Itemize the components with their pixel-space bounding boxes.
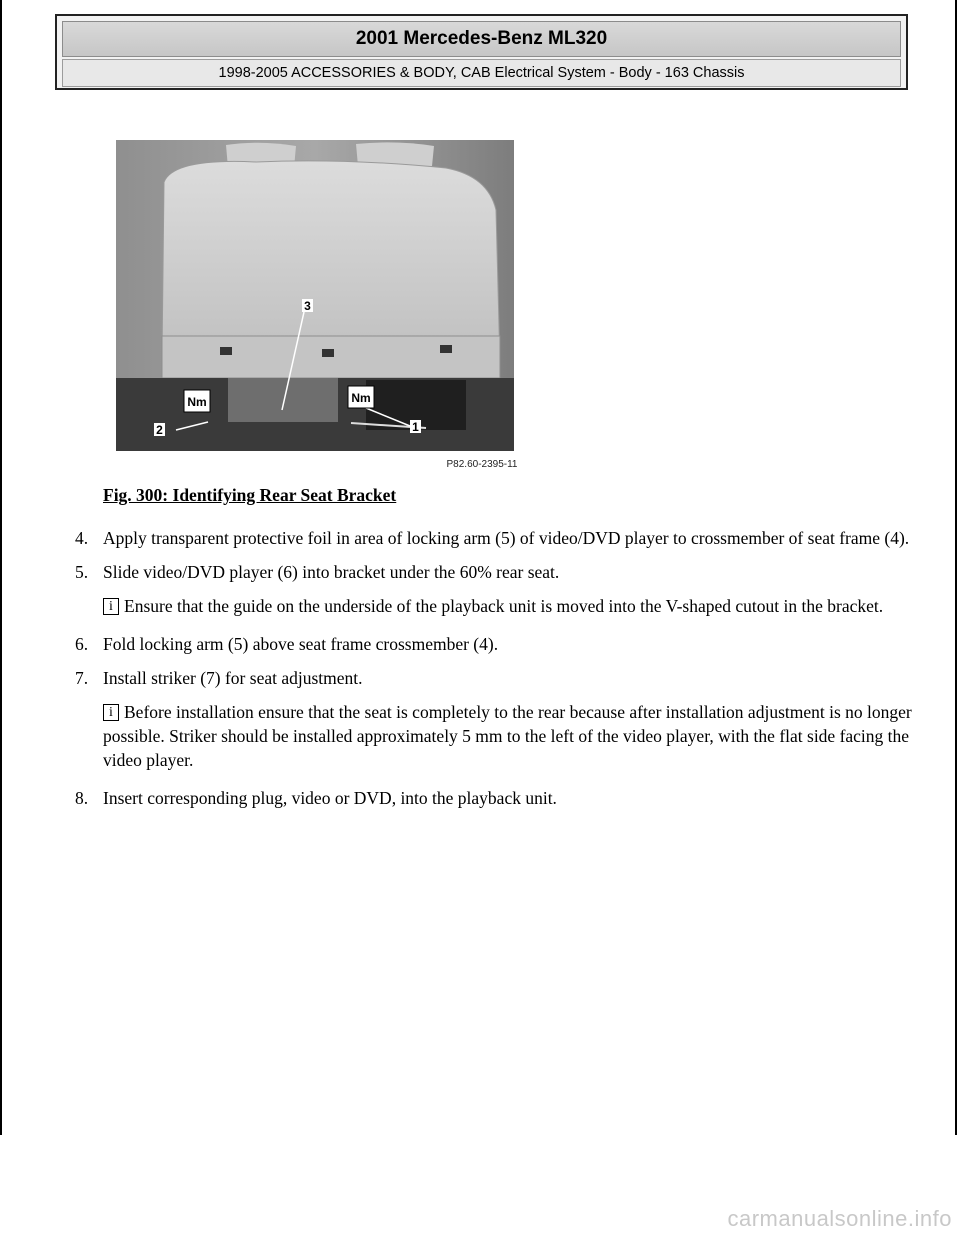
seat-hook-left: [220, 347, 232, 355]
left-border: [0, 0, 2, 1135]
seat-hook-center: [322, 349, 334, 357]
step-6: [75, 632, 920, 656]
step-text: Install striker (7) for seat adjustment.: [103, 668, 363, 688]
callout-2: 2: [156, 423, 163, 437]
info-icon: i: [103, 598, 119, 615]
procedure-steps: [75, 526, 920, 820]
figure-caption: Fig. 300: Identifying Rear Seat Bracket: [103, 485, 397, 505]
step-text: Insert corresponding plug, video or DVD, into the playback unit.: [103, 788, 557, 808]
step-number: 8.: [75, 788, 89, 808]
seat-hook-right: [440, 345, 452, 353]
step-8: [75, 786, 920, 810]
note-step-7: [75, 700, 920, 772]
step-number: 6.: [75, 634, 89, 654]
torque-label-right: Nm: [351, 391, 371, 405]
note-text: Before installation ensure that the seat is completely to the rear because after installation adjustment is no longer possible. Striker should be installed approximately 5 mm to the left of the video player, with the flat side facing the video player.: [103, 702, 912, 770]
torque-label-left: Nm: [187, 395, 207, 409]
info-icon: i: [103, 704, 119, 721]
rear-seat-bracket-photo: [116, 140, 531, 471]
note-step-5: [75, 594, 920, 618]
callout-1: 1: [412, 420, 419, 434]
header-title: 2001 Mercedes-Benz ML320: [62, 21, 901, 57]
step-text: Apply transparent protective foil in area of locking arm (5) of video/DVD player to crossmember of seat frame (4).: [103, 528, 910, 548]
callout-3: 3: [304, 299, 311, 313]
document-header: [55, 14, 908, 90]
step-text: Slide video/DVD player (6) into bracket under the 60% rear seat.: [103, 562, 560, 582]
step-number: 5.: [75, 562, 89, 582]
step-5: [75, 560, 920, 584]
step-text: Fold locking arm (5) above seat frame crossmember (4).: [103, 634, 499, 654]
step-7: [75, 666, 920, 690]
note-text: Ensure that the guide on the underside of the playback unit is moved into the V-shaped cutout in the bracket.: [124, 596, 884, 616]
step-number: 4.: [75, 528, 89, 548]
step-number: 7.: [75, 668, 89, 688]
header-subtitle: 1998-2005 ACCESSORIES & BODY, CAB Electrical System - Body - 163 Chassis: [62, 59, 901, 87]
site-watermark: carmanualsonline.info: [727, 1206, 952, 1231]
image-code: P82.60-2395-11: [446, 459, 518, 470]
step-4: [75, 526, 920, 550]
bracket-plate: [228, 378, 338, 422]
